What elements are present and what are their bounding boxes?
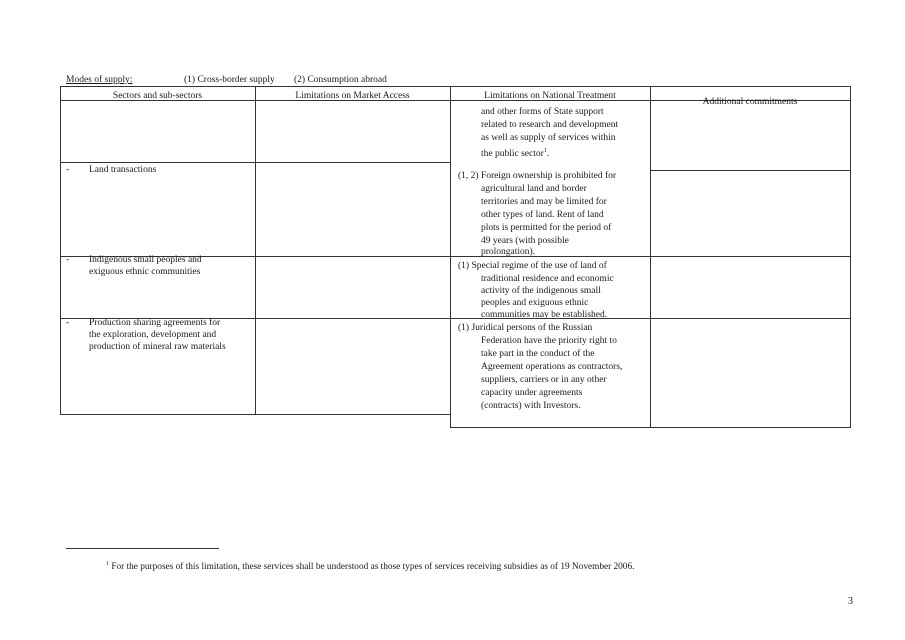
- nt-text-line: communities may be established.: [481, 310, 608, 320]
- sector-name: exiguous ethnic communities: [89, 267, 201, 277]
- nt-text-line: (1) Special regime of the use of land of: [458, 261, 607, 271]
- modes-label: Modes of supply:: [66, 75, 133, 85]
- col-rule-4: [850, 86, 851, 428]
- header-market-access: Limitations on Market Access: [295, 91, 410, 101]
- col-rule-2: [450, 86, 451, 428]
- header-sectors: Sectors and sub-sectors: [112, 91, 203, 101]
- modes-of-supply: [66, 74, 387, 87]
- nt-text-line: agricultural land and border: [481, 184, 587, 194]
- header-national-treatment: Limitations on National Treatment: [484, 91, 616, 101]
- nt-text-line: plots is permitted for the period of: [481, 223, 612, 233]
- nt-text-line: the public sector$^1$.: [481, 148, 550, 159]
- nt-text-line: (1, 2) Foreign ownership is prohibited for: [458, 171, 617, 181]
- header-additional: Additional commitments: [702, 97, 798, 107]
- row-dash: -: [66, 255, 70, 265]
- nt-text-line: Agreement operations as contractors,: [481, 362, 623, 372]
- nt-text-line: prolongation).: [481, 247, 536, 257]
- nt-text-line: territories and may be limited for: [481, 197, 607, 207]
- nt-text-line: and other forms of State support: [481, 107, 604, 117]
- nt-text-line: traditional residence and economic: [481, 274, 614, 284]
- nt-text-line: activity of the indigenous small: [481, 286, 601, 296]
- nt-text-line: as well as supply of services within: [481, 133, 616, 143]
- footnote-text: For the purposes of this limitation, these services shall be understood as those types of services receiving subsidies as of 19 November 2006.: [111, 562, 635, 572]
- row-rule-1b: [650, 170, 851, 171]
- nt-text-line: 49 years (with possible: [481, 236, 569, 246]
- col-rule-3: [650, 86, 651, 428]
- mode-2: (2) Consumption abroad: [294, 75, 387, 85]
- nt-text-segment: the public sector: [481, 149, 544, 159]
- nt-text-line: suppliers, carriers or in any other: [481, 375, 607, 385]
- row-dash: -: [66, 165, 70, 175]
- nt-text-line: take part in the conduct of the: [481, 349, 595, 359]
- footnote-marker: 1: [106, 561, 109, 567]
- page-number: 3: [848, 596, 853, 607]
- footnote-reference: 1: [543, 148, 547, 154]
- mode-1: (1) Cross-border supply: [184, 75, 275, 85]
- sector-name: Land transactions: [89, 165, 157, 175]
- nt-text-line: capacity under agreements: [481, 388, 583, 398]
- sector-name: Indigenous small peoples and: [89, 255, 202, 265]
- col-rule-1: [255, 86, 256, 415]
- nt-text-line: other types of land. Rent of land: [481, 210, 604, 220]
- nt-text-line: peoples and exiguous ethnic: [481, 298, 589, 308]
- col-rule-0: [60, 86, 61, 415]
- nt-text-line: (1) Juridical persons of the Russian: [458, 323, 593, 333]
- sector-name: production of mineral raw materials: [89, 342, 226, 352]
- row-dash: -: [66, 318, 70, 328]
- footnote: [106, 558, 634, 574]
- sector-name: the exploration, development and: [89, 330, 217, 340]
- table-border-top: [60, 86, 851, 87]
- nt-text-line: Federation have the priority right to: [481, 336, 617, 346]
- footnote-rule: [66, 548, 219, 549]
- sector-name: Production sharing agreements for: [89, 318, 221, 328]
- nt-text-line: (contracts) with Investors.: [481, 401, 581, 411]
- nt-text-line: related to research and development: [481, 120, 619, 130]
